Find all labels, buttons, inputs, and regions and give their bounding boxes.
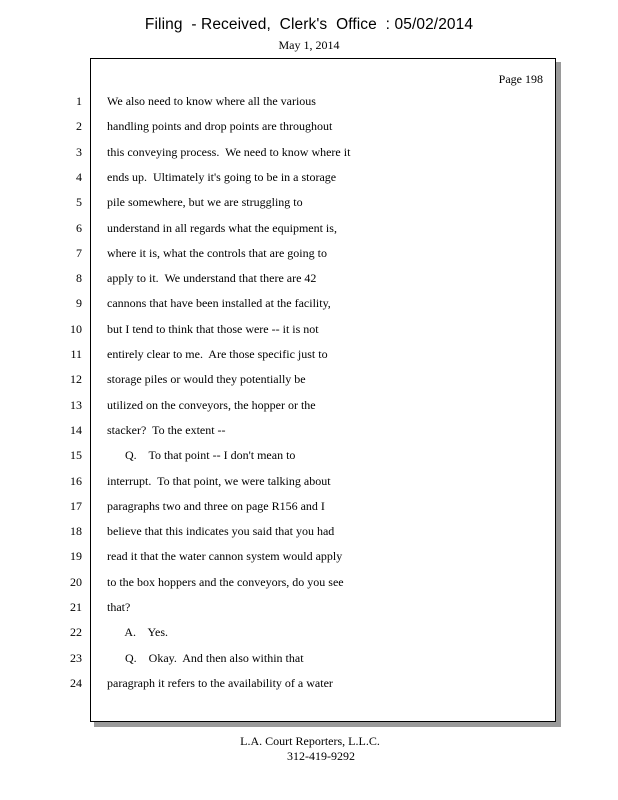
transcript-line — [0, 372, 600, 392]
line-text: apply to it. We understand that there are 42 — [107, 271, 317, 286]
transcript-line — [0, 347, 600, 367]
transcript-line — [0, 398, 600, 418]
transcript-line — [0, 195, 600, 215]
line-number: 5 — [76, 195, 82, 210]
line-text: utilized on the conveyors, the hopper or the — [107, 397, 316, 412]
line-text: stacker? To the extent -- — [107, 422, 226, 437]
court-reporter-phone: 312-419-9292 — [287, 749, 355, 763]
line-number: 8 — [76, 271, 82, 286]
page-number: Page 198 — [498, 72, 543, 86]
transcript-line — [0, 651, 600, 671]
line-number: 20 — [70, 574, 82, 589]
line-text: but I tend to think that those were -- it is not — [107, 321, 319, 336]
line-text: We also need to know where all the various — [107, 94, 316, 108]
line-text: ends up. Ultimately it's going to be in a storage — [107, 169, 337, 184]
line-text: entirely clear to me. Are those specific just to — [107, 347, 328, 361]
transcript-line — [0, 170, 600, 190]
line-number: 13 — [70, 397, 82, 412]
line-text: that? — [107, 600, 131, 614]
line-number: 19 — [70, 549, 82, 564]
line-text: cannons that have been installed at the facility, — [107, 296, 331, 311]
transcript-line — [0, 423, 600, 443]
transcript-line — [0, 575, 600, 595]
line-text: interrupt. To that point, we were talking about — [107, 473, 331, 488]
transcript-line — [0, 94, 600, 114]
line-text: understand in all regards what the equipment is, — [107, 220, 337, 235]
line-number: 15 — [70, 448, 82, 463]
line-number: 4 — [76, 169, 82, 184]
line-number: 6 — [76, 220, 82, 235]
line-text: A. Yes. — [107, 625, 169, 640]
line-text: storage piles or would they potentially be — [107, 372, 306, 387]
transcript-line — [0, 524, 600, 544]
transcript-line — [0, 296, 600, 316]
line-number: 16 — [70, 473, 82, 488]
line-number: 2 — [76, 119, 82, 134]
transcript-line — [0, 322, 600, 342]
line-number: 22 — [70, 625, 82, 640]
line-number: 3 — [76, 144, 82, 159]
transcript-line — [0, 246, 600, 266]
line-text: believe that this indicates you said that you had — [107, 524, 335, 539]
transcript-line — [0, 549, 600, 569]
transcript-line — [0, 119, 600, 139]
line-number: 23 — [70, 650, 82, 665]
line-number: 12 — [70, 372, 82, 387]
line-number: 9 — [76, 296, 82, 311]
line-text: this conveying process. We need to know where it — [107, 144, 351, 159]
transcript-line — [0, 271, 600, 291]
transcript-line — [0, 221, 600, 241]
line-text: where it is, what the controls that are going to — [107, 245, 327, 260]
line-text: paragraph it refers to the availability of a water — [107, 675, 333, 690]
line-text: Q. Okay. And then also within that — [107, 650, 304, 665]
filing-stamp: Filing - Received, Clerk's Office : 05/02/2014 — [144, 16, 474, 33]
transcript-line — [0, 448, 600, 468]
line-text: paragraphs two and three on page R156 and I — [107, 498, 325, 513]
line-text: pile somewhere, but we are struggling to — [107, 195, 303, 210]
transcript-line — [0, 145, 600, 165]
line-number: 1 — [76, 94, 82, 108]
court-reporter-name: L.A. Court Reporters, L.L.C. — [240, 734, 380, 748]
line-number: 24 — [70, 675, 82, 690]
line-number: 11 — [70, 347, 82, 361]
line-number: 18 — [70, 524, 82, 539]
transcript-line — [0, 676, 600, 696]
transcript-line — [0, 499, 600, 519]
line-number: 17 — [70, 498, 82, 513]
transcript-line — [0, 600, 600, 620]
transcript-date: May 1, 2014 — [278, 38, 340, 52]
line-text: handling points and drop points are throughout — [107, 119, 333, 134]
line-text: read it that the water cannon system would apply — [107, 549, 343, 564]
line-text: Q. To that point -- I don't mean to — [107, 448, 296, 463]
line-number: 14 — [70, 422, 82, 437]
transcript-line — [0, 474, 600, 494]
transcript-line — [0, 625, 600, 645]
line-number: 10 — [70, 321, 82, 336]
line-number: 21 — [70, 600, 82, 614]
line-number: 7 — [76, 245, 82, 260]
line-text: to the box hoppers and the conveyors, do you see — [107, 574, 344, 589]
